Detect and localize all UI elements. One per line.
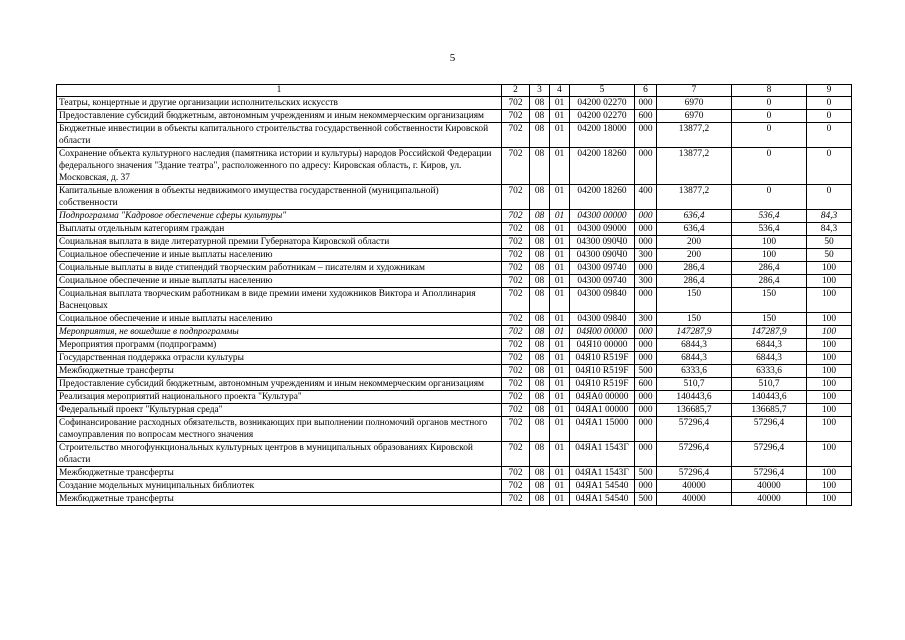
ministry-code: 702 bbox=[502, 97, 530, 110]
target-article-code: 04300 09740 bbox=[570, 262, 635, 275]
target-article-code: 04200 18000 bbox=[570, 123, 635, 148]
execution-percent: 0 bbox=[807, 97, 852, 110]
planned-amount: 6970 bbox=[657, 97, 732, 110]
ministry-code: 702 bbox=[502, 249, 530, 262]
executed-amount: 147287,9 bbox=[732, 326, 807, 339]
executed-amount: 0 bbox=[732, 123, 807, 148]
execution-percent: 0 bbox=[807, 123, 852, 148]
subsection-code: 01 bbox=[550, 493, 570, 506]
execution-percent: 100 bbox=[807, 442, 852, 467]
executed-amount: 6844,3 bbox=[732, 339, 807, 352]
expense-item-name: Выплаты отдельным категориям граждан bbox=[57, 223, 502, 236]
execution-percent: 50 bbox=[807, 249, 852, 262]
execution-percent: 100 bbox=[807, 467, 852, 480]
execution-percent: 100 bbox=[807, 262, 852, 275]
ministry-code: 702 bbox=[502, 378, 530, 391]
planned-amount: 40000 bbox=[657, 480, 732, 493]
table-row bbox=[57, 391, 852, 404]
execution-percent: 100 bbox=[807, 313, 852, 326]
table-row bbox=[57, 313, 852, 326]
section-code: 08 bbox=[530, 365, 550, 378]
expense-type-code: 000 bbox=[635, 417, 657, 442]
section-code: 08 bbox=[530, 404, 550, 417]
target-article-code: 04300 090Ч0 bbox=[570, 236, 635, 249]
executed-amount: 0 bbox=[732, 185, 807, 210]
section-code: 08 bbox=[530, 480, 550, 493]
execution-percent: 100 bbox=[807, 391, 852, 404]
section-code: 08 bbox=[530, 493, 550, 506]
ministry-code: 702 bbox=[502, 365, 530, 378]
page-number: 5 bbox=[449, 52, 456, 64]
ministry-code: 702 bbox=[502, 236, 530, 249]
expense-type-code: 300 bbox=[635, 249, 657, 262]
ministry-code: 702 bbox=[502, 275, 530, 288]
table-row bbox=[57, 148, 852, 185]
planned-amount: 200 bbox=[657, 236, 732, 249]
executed-amount: 40000 bbox=[732, 480, 807, 493]
expense-item-name: Софинансирование расходных обязательств, возникающих при выполнении полномочий органов местного самоуправления по вопросам местного значения bbox=[57, 417, 502, 442]
subsection-code: 01 bbox=[550, 442, 570, 467]
subsection-code: 01 bbox=[550, 288, 570, 313]
table-row bbox=[57, 249, 852, 262]
subsection-code: 01 bbox=[550, 262, 570, 275]
ministry-code: 702 bbox=[502, 493, 530, 506]
column-header: 6 bbox=[635, 85, 657, 97]
expense-item-name: Социальное обеспечение и иные выплаты населению bbox=[57, 249, 502, 262]
section-code: 08 bbox=[530, 262, 550, 275]
expense-type-code: 000 bbox=[635, 148, 657, 185]
table-row bbox=[57, 275, 852, 288]
expense-type-code: 000 bbox=[635, 210, 657, 223]
executed-amount: 510,7 bbox=[732, 378, 807, 391]
expense-item-name: Мероприятия программ (подпрограмм) bbox=[57, 339, 502, 352]
section-code: 08 bbox=[530, 339, 550, 352]
expense-item-name: Социальная выплата творческим работникам в виде премии имени художников Виктора и Аполлинария Васнецовых bbox=[57, 288, 502, 313]
expense-type-code: 000 bbox=[635, 404, 657, 417]
planned-amount: 6844,3 bbox=[657, 352, 732, 365]
execution-percent: 100 bbox=[807, 339, 852, 352]
expense-type-code: 000 bbox=[635, 391, 657, 404]
column-header: 7 bbox=[657, 85, 732, 97]
executed-amount: 536,4 bbox=[732, 223, 807, 236]
target-article-code: 04200 02270 bbox=[570, 110, 635, 123]
table-row bbox=[57, 417, 852, 442]
table-row bbox=[57, 123, 852, 148]
execution-percent: 100 bbox=[807, 326, 852, 339]
expense-item-name: Создание модельных муниципальных библиотек bbox=[57, 480, 502, 493]
ministry-code: 702 bbox=[502, 123, 530, 148]
table-row bbox=[57, 404, 852, 417]
execution-percent: 100 bbox=[807, 288, 852, 313]
section-code: 08 bbox=[530, 223, 550, 236]
executed-amount: 150 bbox=[732, 313, 807, 326]
table-row bbox=[57, 365, 852, 378]
executed-amount: 40000 bbox=[732, 493, 807, 506]
planned-amount: 57296,4 bbox=[657, 442, 732, 467]
target-article-code: 04ЯА1 1543Г bbox=[570, 442, 635, 467]
execution-percent: 100 bbox=[807, 480, 852, 493]
subsection-code: 01 bbox=[550, 404, 570, 417]
subsection-code: 01 bbox=[550, 339, 570, 352]
target-article-code: 04300 09840 bbox=[570, 313, 635, 326]
section-code: 08 bbox=[530, 148, 550, 185]
target-article-code: 04Я10 R519F bbox=[570, 352, 635, 365]
section-code: 08 bbox=[530, 249, 550, 262]
target-article-code: 04Я10 R519F bbox=[570, 378, 635, 391]
table-row bbox=[57, 378, 852, 391]
expense-type-code: 500 bbox=[635, 467, 657, 480]
subsection-code: 01 bbox=[550, 185, 570, 210]
table-row bbox=[57, 480, 852, 493]
expense-item-name: Межбюджетные трансферты bbox=[57, 467, 502, 480]
table-body bbox=[57, 97, 852, 506]
target-article-code: 04200 18260 bbox=[570, 185, 635, 210]
planned-amount: 13877,2 bbox=[657, 123, 732, 148]
subsection-code: 01 bbox=[550, 378, 570, 391]
target-article-code: 04300 00000 bbox=[570, 210, 635, 223]
section-code: 08 bbox=[530, 417, 550, 442]
execution-percent: 50 bbox=[807, 236, 852, 249]
expense-type-code: 600 bbox=[635, 110, 657, 123]
target-article-code: 04300 090Ч0 bbox=[570, 249, 635, 262]
ministry-code: 702 bbox=[502, 467, 530, 480]
ministry-code: 702 bbox=[502, 339, 530, 352]
expense-type-code: 000 bbox=[635, 236, 657, 249]
subsection-code: 01 bbox=[550, 97, 570, 110]
expense-type-code: 000 bbox=[635, 123, 657, 148]
execution-percent: 0 bbox=[807, 185, 852, 210]
expense-item-name: Социальные выплаты в виде стипендий творческим работникам – писателям и художникам bbox=[57, 262, 502, 275]
target-article-code: 04Я10 R519F bbox=[570, 365, 635, 378]
target-article-code: 04ЯА1 54540 bbox=[570, 480, 635, 493]
executed-amount: 57296,4 bbox=[732, 467, 807, 480]
subsection-code: 01 bbox=[550, 313, 570, 326]
expense-item-name: Строительство многофункциональных культурных центров в муниципальных образованиях Кировской области bbox=[57, 442, 502, 467]
target-article-code: 04ЯА0 00000 bbox=[570, 391, 635, 404]
section-code: 08 bbox=[530, 391, 550, 404]
planned-amount: 136685,7 bbox=[657, 404, 732, 417]
table-row bbox=[57, 185, 852, 210]
ministry-code: 702 bbox=[502, 262, 530, 275]
planned-amount: 13877,2 bbox=[657, 185, 732, 210]
subsection-code: 01 bbox=[550, 123, 570, 148]
target-article-code: 04ЯА1 00000 bbox=[570, 404, 635, 417]
expense-type-code: 500 bbox=[635, 493, 657, 506]
planned-amount: 6970 bbox=[657, 110, 732, 123]
execution-percent: 84,3 bbox=[807, 210, 852, 223]
planned-amount: 140443,6 bbox=[657, 391, 732, 404]
planned-amount: 286,4 bbox=[657, 275, 732, 288]
expense-item-name: Социальное обеспечение и иные выплаты населению bbox=[57, 313, 502, 326]
target-article-code: 04200 02270 bbox=[570, 97, 635, 110]
subsection-code: 01 bbox=[550, 365, 570, 378]
execution-percent: 0 bbox=[807, 110, 852, 123]
expense-type-code: 000 bbox=[635, 326, 657, 339]
expense-type-code: 000 bbox=[635, 339, 657, 352]
column-header: 2 bbox=[502, 85, 530, 97]
expense-type-code: 000 bbox=[635, 442, 657, 467]
expense-item-name: Театры, концертные и другие организации исполнительских искусств bbox=[57, 97, 502, 110]
column-header: 9 bbox=[807, 85, 852, 97]
execution-percent: 100 bbox=[807, 404, 852, 417]
subsection-code: 01 bbox=[550, 467, 570, 480]
subsection-code: 01 bbox=[550, 223, 570, 236]
table-row bbox=[57, 467, 852, 480]
executed-amount: 100 bbox=[732, 236, 807, 249]
executed-amount: 0 bbox=[732, 148, 807, 185]
budget-table bbox=[56, 84, 852, 506]
planned-amount: 147287,9 bbox=[657, 326, 732, 339]
subsection-code: 01 bbox=[550, 249, 570, 262]
column-header: 3 bbox=[530, 85, 550, 97]
ministry-code: 702 bbox=[502, 148, 530, 185]
planned-amount: 57296,4 bbox=[657, 467, 732, 480]
planned-amount: 510,7 bbox=[657, 378, 732, 391]
section-code: 08 bbox=[530, 110, 550, 123]
target-article-code: 04300 09840 bbox=[570, 288, 635, 313]
subsection-code: 01 bbox=[550, 480, 570, 493]
planned-amount: 636,4 bbox=[657, 223, 732, 236]
expense-type-code: 000 bbox=[635, 288, 657, 313]
table-row bbox=[57, 210, 852, 223]
expense-type-code: 400 bbox=[635, 185, 657, 210]
subsection-code: 01 bbox=[550, 236, 570, 249]
table-row bbox=[57, 97, 852, 110]
expense-item-name: Межбюджетные трансферты bbox=[57, 493, 502, 506]
ministry-code: 702 bbox=[502, 404, 530, 417]
executed-amount: 6844,3 bbox=[732, 352, 807, 365]
ministry-code: 702 bbox=[502, 185, 530, 210]
expense-item-name: Социальное обеспечение и иные выплаты населению bbox=[57, 275, 502, 288]
ministry-code: 702 bbox=[502, 442, 530, 467]
table-row bbox=[57, 262, 852, 275]
column-header: 5 bbox=[570, 85, 635, 97]
expense-item-name: Сохранение объекта культурного наследия (памятника истории и культуры) народов Российской Федерации федерального значения "Здание театра", расположенного по адресу: Кировская область, г. Киров, ул. Московская, д. 37 bbox=[57, 148, 502, 185]
executed-amount: 6333,6 bbox=[732, 365, 807, 378]
execution-percent: 100 bbox=[807, 417, 852, 442]
execution-percent: 100 bbox=[807, 275, 852, 288]
ministry-code: 702 bbox=[502, 223, 530, 236]
target-article-code: 04300 09000 bbox=[570, 223, 635, 236]
table-row bbox=[57, 352, 852, 365]
executed-amount: 57296,4 bbox=[732, 442, 807, 467]
target-article-code: 04ЯА1 15000 bbox=[570, 417, 635, 442]
ministry-code: 702 bbox=[502, 313, 530, 326]
ministry-code: 702 bbox=[502, 326, 530, 339]
section-code: 08 bbox=[530, 236, 550, 249]
expense-item-name: Социальная выплата в виде литературной премии Губернатора Кировской области bbox=[57, 236, 502, 249]
table-row bbox=[57, 110, 852, 123]
expense-type-code: 600 bbox=[635, 378, 657, 391]
column-number-row bbox=[57, 85, 852, 97]
expense-item-name: Мероприятия, не вошедшие в подпрограммы bbox=[57, 326, 502, 339]
subsection-code: 01 bbox=[550, 352, 570, 365]
executed-amount: 136685,7 bbox=[732, 404, 807, 417]
expense-item-name: Федеральный проект "Культурная среда" bbox=[57, 404, 502, 417]
table-row bbox=[57, 288, 852, 313]
expense-item-name: Капитальные вложения в объекты недвижимого имущества государственной (муниципальной) собственности bbox=[57, 185, 502, 210]
column-header: 1 bbox=[57, 85, 502, 97]
section-code: 08 bbox=[530, 326, 550, 339]
ministry-code: 702 bbox=[502, 110, 530, 123]
section-code: 08 bbox=[530, 97, 550, 110]
planned-amount: 286,4 bbox=[657, 262, 732, 275]
planned-amount: 57296,4 bbox=[657, 417, 732, 442]
execution-percent: 100 bbox=[807, 352, 852, 365]
executed-amount: 0 bbox=[732, 97, 807, 110]
section-code: 08 bbox=[530, 210, 550, 223]
ministry-code: 702 bbox=[502, 480, 530, 493]
subsection-code: 01 bbox=[550, 110, 570, 123]
subsection-code: 01 bbox=[550, 417, 570, 442]
expense-type-code: 000 bbox=[635, 262, 657, 275]
section-code: 08 bbox=[530, 288, 550, 313]
executed-amount: 0 bbox=[732, 110, 807, 123]
subsection-code: 01 bbox=[550, 275, 570, 288]
execution-percent: 100 bbox=[807, 378, 852, 391]
section-code: 08 bbox=[530, 123, 550, 148]
target-article-code: 04200 18260 bbox=[570, 148, 635, 185]
table-row bbox=[57, 223, 852, 236]
section-code: 08 bbox=[530, 313, 550, 326]
execution-percent: 100 bbox=[807, 365, 852, 378]
ministry-code: 702 bbox=[502, 417, 530, 442]
planned-amount: 6844,3 bbox=[657, 339, 732, 352]
expense-type-code: 000 bbox=[635, 97, 657, 110]
execution-percent: 0 bbox=[807, 148, 852, 185]
table-row bbox=[57, 442, 852, 467]
section-code: 08 bbox=[530, 378, 550, 391]
target-article-code: 04Я00 00000 bbox=[570, 326, 635, 339]
target-article-code: 04300 09740 bbox=[570, 275, 635, 288]
ministry-code: 702 bbox=[502, 288, 530, 313]
planned-amount: 150 bbox=[657, 288, 732, 313]
expense-type-code: 000 bbox=[635, 223, 657, 236]
section-code: 08 bbox=[530, 275, 550, 288]
expense-item-name: Предоставление субсидий бюджетным, автономным учреждениям и иным некоммерческим организациям bbox=[57, 378, 502, 391]
table-row bbox=[57, 326, 852, 339]
expense-item-name: Подпрограмма "Кадровое обеспечение сферы культуры" bbox=[57, 210, 502, 223]
section-code: 08 bbox=[530, 185, 550, 210]
column-header: 4 bbox=[550, 85, 570, 97]
expense-item-name: Государственная поддержка отрасли культуры bbox=[57, 352, 502, 365]
expense-item-name: Предоставление субсидий бюджетным, автономным учреждениям и иным некоммерческим организациям bbox=[57, 110, 502, 123]
subsection-code: 01 bbox=[550, 326, 570, 339]
ministry-code: 702 bbox=[502, 352, 530, 365]
table-row bbox=[57, 493, 852, 506]
expense-type-code: 500 bbox=[635, 365, 657, 378]
ministry-code: 702 bbox=[502, 210, 530, 223]
execution-percent: 100 bbox=[807, 493, 852, 506]
target-article-code: 04ЯА1 54540 bbox=[570, 493, 635, 506]
expense-type-code: 000 bbox=[635, 352, 657, 365]
executed-amount: 140443,6 bbox=[732, 391, 807, 404]
ministry-code: 702 bbox=[502, 391, 530, 404]
section-code: 08 bbox=[530, 467, 550, 480]
executed-amount: 57296,4 bbox=[732, 417, 807, 442]
executed-amount: 536,4 bbox=[732, 210, 807, 223]
section-code: 08 bbox=[530, 442, 550, 467]
planned-amount: 200 bbox=[657, 249, 732, 262]
executed-amount: 286,4 bbox=[732, 262, 807, 275]
column-header: 8 bbox=[732, 85, 807, 97]
subsection-code: 01 bbox=[550, 148, 570, 185]
executed-amount: 150 bbox=[732, 288, 807, 313]
expense-type-code: 300 bbox=[635, 313, 657, 326]
planned-amount: 13877,2 bbox=[657, 148, 732, 185]
expense-type-code: 000 bbox=[635, 480, 657, 493]
executed-amount: 100 bbox=[732, 249, 807, 262]
planned-amount: 150 bbox=[657, 313, 732, 326]
expense-item-name: Реализация мероприятий национального проекта "Культура" bbox=[57, 391, 502, 404]
table-row bbox=[57, 339, 852, 352]
planned-amount: 6333,6 bbox=[657, 365, 732, 378]
planned-amount: 636,4 bbox=[657, 210, 732, 223]
planned-amount: 40000 bbox=[657, 493, 732, 506]
executed-amount: 286,4 bbox=[732, 275, 807, 288]
expense-item-name: Межбюджетные трансферты bbox=[57, 365, 502, 378]
target-article-code: 04ЯА1 1543Г bbox=[570, 467, 635, 480]
target-article-code: 04Я10 00000 bbox=[570, 339, 635, 352]
table-row bbox=[57, 236, 852, 249]
expense-type-code: 300 bbox=[635, 275, 657, 288]
subsection-code: 01 bbox=[550, 210, 570, 223]
subsection-code: 01 bbox=[550, 391, 570, 404]
section-code: 08 bbox=[530, 352, 550, 365]
execution-percent: 84,3 bbox=[807, 223, 852, 236]
expense-item-name: Бюджетные инвестиции в объекты капитального строительства государственной собственности Кировской области bbox=[57, 123, 502, 148]
